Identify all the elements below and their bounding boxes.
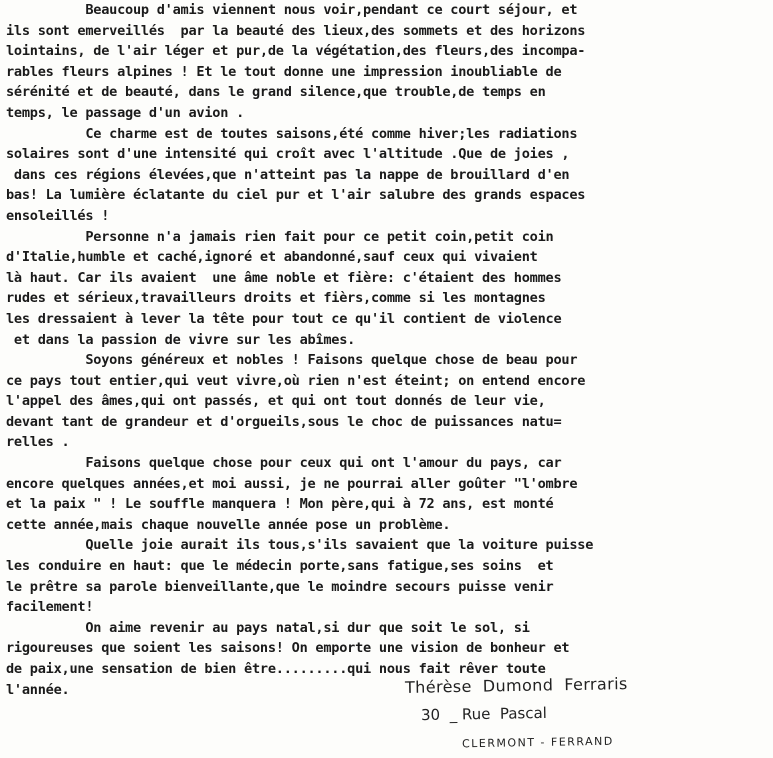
text-line: d'Italie,humble et caché,ignoré et abandonné,sauf ceux qui vivaient	[6, 249, 538, 266]
text-line: l'année.	[6, 681, 70, 698]
text-line: les conduire en haut: que le médecin porte,sans fatigue,ses soins et	[6, 558, 554, 575]
text-line: ils sont emerveillés par la beauté des lieux,des sommets et des horizons	[6, 22, 586, 39]
text-line: lointains, de l'air léger et pur,de la végétation,des fleurs,des incompa-	[6, 43, 586, 60]
text-line: Ce charme est de toutes saisons,été comme hiver;les radiations	[6, 125, 578, 142]
text-line: Quelle joie aurait ils tous,s'ils savaient que la voiture puisse	[6, 537, 594, 554]
text-line: dans ces régions élevées,que n'atteint pas la nappe de brouillard d'en	[6, 166, 570, 183]
text-line: rables fleurs alpines ! Et le tout donne une impression inoubliable de	[6, 63, 562, 80]
text-line: là haut. Car ils avaient une âme noble et fière: c'étaient des hommes	[6, 269, 562, 286]
text-line: devant tant de grandeur et d'orgueils,sous le choc de puissances natu=	[6, 413, 562, 430]
text-line: On aime revenir au pays natal,si dur que soit le sol, si	[6, 619, 530, 636]
text-line: Faisons quelque chose pour ceux qui ont l'amour du pays, car	[6, 455, 562, 472]
text-line: cette année,mais chaque nouvelle année pose un problème.	[6, 516, 451, 533]
letter-body	[6, 0, 768, 700]
text-line: et dans la passion de vivre sur les abîmes.	[6, 331, 356, 348]
text-line: ce pays tout entier,qui veut vivre,où rien n'est éteint; on entend encore	[6, 372, 586, 389]
text-line: encore quelques années,et moi aussi, je ne pourrai aller goûter "l'ombre	[6, 475, 578, 492]
text-line: Soyons généreux et nobles ! Faisons quelque chose de beau pour	[6, 352, 578, 369]
text-line: solaires sont d'une intensité qui croît avec l'altitude .Que de joies ,	[6, 146, 570, 163]
text-line: et la paix " ! Le souffle manquera ! Mon père,qui à 72 ans, est monté	[6, 496, 554, 513]
text-line: ensoleillés !	[6, 207, 110, 224]
text-line: bas! La lumière éclatante du ciel pur et l'air salubre des grands espaces	[6, 187, 586, 204]
text-line: rudes et sérieux,travailleurs droits et fièrs,comme si les montagnes	[6, 290, 546, 307]
text-line: de paix,une sensation de bien être.........qui nous fait rêver toute	[6, 661, 546, 677]
text-line: Beaucoup d'amis viennent nous voir,pendant ce court séjour, et	[6, 2, 578, 18]
text-line: les dressaient à lever la tête pour tout ce qu'il contient de violence	[6, 310, 562, 327]
text-line: l'appel des âmes,qui ont passés, et qui ont tout donnés de leur vie,	[6, 393, 546, 410]
signature-name: Thérèse Dumond Ferraris	[404, 674, 628, 697]
text-line: temps, le passage d'un avion .	[6, 104, 245, 121]
signature-street-address: 30 _ Rue Pascal	[420, 703, 548, 725]
text-line: sérénité et de beauté, dans le grand silence,que trouble,de temps en	[6, 84, 546, 101]
text-line: facilement!	[6, 599, 94, 616]
signature-city: CLERMONT - FERRAND	[461, 734, 614, 751]
text-line: rigoureuses que soient les saisons! On emporte une vision de bonheur et	[6, 640, 570, 657]
text-line: Personne n'a jamais rien fait pour ce petit coin,petit coin	[6, 228, 554, 245]
text-line: relles .	[6, 434, 70, 451]
text-line: le prêtre sa parole bienveillante,que le moindre secours puisse venir	[6, 578, 554, 595]
